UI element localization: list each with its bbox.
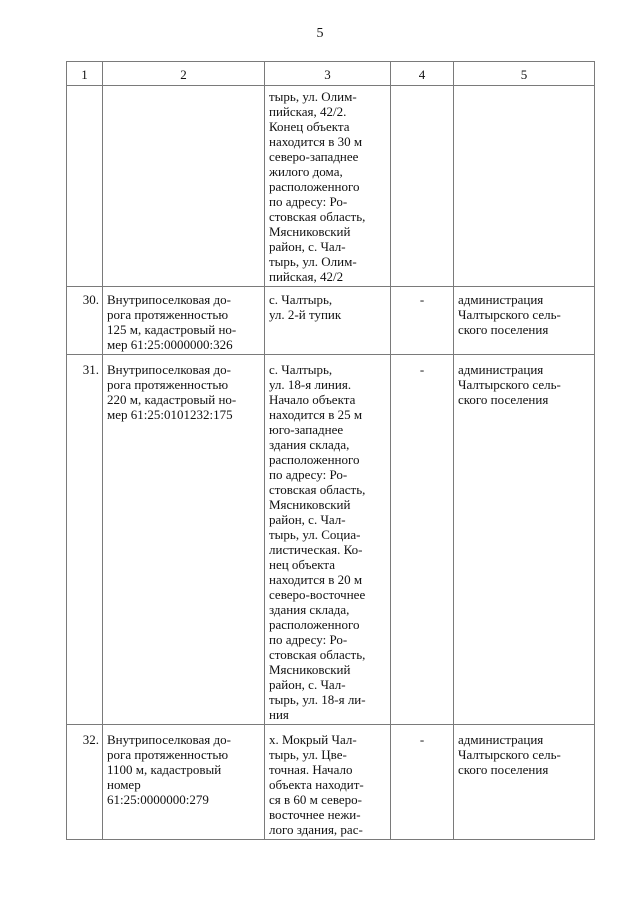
owner-cell: администрация Чалтырского сель- ского поселения xyxy=(454,287,595,355)
address-cell: х. Мокрый Чал- тырь, ул. Цве- точная. Начало объекта находит- ся в 60 м северо- восточнее нежи- лого здания, рас- xyxy=(265,725,391,840)
table-row xyxy=(67,287,595,355)
object-name-cell: Внутрипоселковая до- рога протяженностью 1100 м, кадастровый номер 61:25:0000000:279 xyxy=(103,725,265,840)
object-name-cell: Внутрипоселковая до- рога протяженностью 125 м, кадастровый но- мер 61:25:0000000:326 xyxy=(103,287,265,355)
table-header-row xyxy=(67,62,595,86)
header-cell: 3 xyxy=(265,62,391,86)
table-row xyxy=(67,355,595,725)
page-number: 5 xyxy=(316,26,324,41)
header-cell: 2 xyxy=(103,62,265,86)
object-name-cell xyxy=(103,86,265,287)
row-number xyxy=(67,86,103,287)
owner-cell: администрация Чалтырского сель- ского поселения xyxy=(454,355,595,725)
column-4-cell xyxy=(391,86,454,287)
row-number: 32. xyxy=(67,725,103,840)
owner-cell xyxy=(454,86,595,287)
row-number: 31. xyxy=(67,355,103,725)
owner-cell: администрация Чалтырского сель- ского поселения xyxy=(454,725,595,840)
row-number: 30. xyxy=(67,287,103,355)
address-cell: тырь, ул. Олим- пийская, 42/2. Конец объекта находится в 30 м северо-западнее жилого дома, расположенного по адресу: Ро- стовская область, Мясниковский район, с. Чал- тырь, ул. Олим- пийская, 42/2 xyxy=(265,86,391,287)
header-cell: 5 xyxy=(454,62,595,86)
address-cell: с. Чалтырь, ул. 18-я линия. Начало объекта находится в 25 м юго-западнее здания склада, расположенного по адресу: Ро- стовская область, Мясниковский район, с. Чал- тырь, ул. Социа- листическая. Ко- нец объекта находится в 20 м северо-восточнее здания склада, расположенного по адресу: Ро- стовская область, Мясниковский район, с. Чал- тырь, ул. 18-я ли- ния xyxy=(265,355,391,725)
roads-registry-table xyxy=(66,61,595,840)
table-row xyxy=(67,725,595,840)
column-4-cell: - xyxy=(391,725,454,840)
header-cell: 1 xyxy=(67,62,103,86)
column-4-cell: - xyxy=(391,287,454,355)
object-name-cell: Внутрипоселковая до- рога протяженностью 220 м, кадастровый но- мер 61:25:0101232:175 xyxy=(103,355,265,725)
column-4-cell: - xyxy=(391,355,454,725)
table-row xyxy=(67,86,595,287)
address-cell: с. Чалтырь, ул. 2-й тупик xyxy=(265,287,391,355)
header-cell: 4 xyxy=(391,62,454,86)
